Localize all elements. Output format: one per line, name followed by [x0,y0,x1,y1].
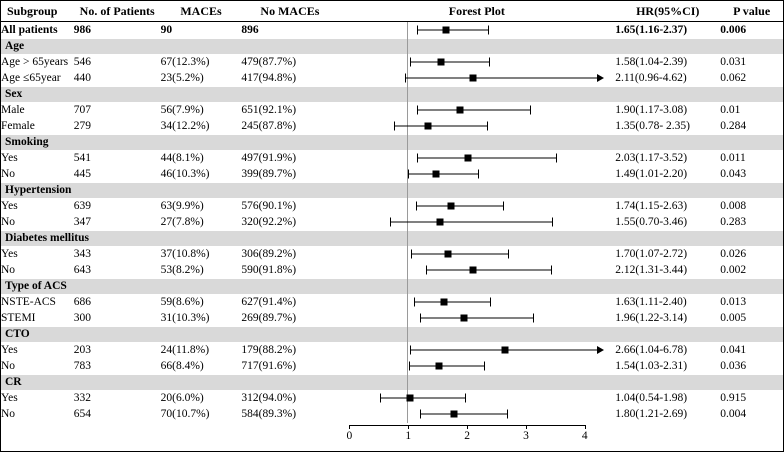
plot-cell [338,327,615,342]
plot-cell [338,135,615,150]
point-estimate-marker [442,27,449,34]
reference-line [407,246,408,263]
reference-line [407,279,408,294]
cell-hr: 1.49(1.01-2.20) [615,168,688,181]
cell-p-value: 0.915 [720,391,747,404]
cell-maces: 44(8.1%) [160,151,204,164]
cell-maces: 67(12.3%) [160,55,210,68]
ci-left-cap [408,170,409,179]
point-estimate-marker [451,411,458,418]
cell-subgroup: STEMI [1,312,36,325]
empty-cell [615,183,720,198]
cell-maces: 56(7.9%) [160,103,204,116]
cell-maces: 53(8.2%) [160,264,204,277]
ci-left-cap [426,266,427,275]
plot-cell [338,39,615,54]
ci-left-cap [420,410,421,419]
cell-subgroup: Yes [1,247,18,260]
plot-cell [338,102,615,119]
cell-p-value: 0.041 [720,343,747,356]
ci-left-cap [417,153,418,162]
cell-hr: 1.74(1.15-2.63) [615,199,688,212]
plot-cell [338,406,615,423]
cell-no-maces: 479(87.7%) [241,55,297,68]
cell-patients: 300 [73,312,91,325]
reference-line [407,310,408,327]
cell-no-maces: 179(88.2%) [241,343,297,356]
ci-right-cap [530,105,531,114]
point-estimate-marker [424,123,431,130]
plot-cell [338,150,615,167]
table-row [1,390,783,407]
reference-line [407,406,408,423]
axis-tick-label: 1 [405,429,412,442]
cell-subgroup: No [1,264,16,277]
point-estimate-marker [501,346,508,353]
point-estimate-marker [470,267,477,274]
ci-left-cap [410,57,411,66]
table-row [1,102,783,119]
cell-no-maces: 497(91.9%) [241,151,297,164]
confidence-interval-line [411,253,508,254]
group-label: Smoking [1,135,338,150]
ci-left-cap [409,362,410,371]
cell-maces: 34(12.2%) [160,120,210,133]
reference-line [407,198,408,215]
cell-subgroup: No [1,216,16,229]
table-header-row [1,1,783,22]
header-p-value: P value [720,1,783,22]
cell-maces: 37(10.8%) [160,247,210,260]
plot-cell [338,262,615,279]
ci-right-cap [503,201,504,210]
reference-line [407,183,408,198]
ci-left-cap [420,314,421,323]
empty-cell [720,279,783,294]
cell-subgroup: Age ≤65year [1,72,61,85]
plot-cell [338,231,615,246]
cell-patients: 686 [73,295,91,308]
table-row [1,406,783,423]
empty-cell [720,231,783,246]
cell-patients: 986 [73,24,91,37]
ci-right-arrow [597,74,604,82]
axis-tick [408,425,409,429]
empty-cell [615,375,720,390]
reference-line [407,87,408,102]
cell-hr: 2.03(1.17-3.52) [615,151,688,164]
reference-line [407,54,408,71]
plot-cell [338,294,615,311]
cell-maces: 31(10.3%) [160,312,210,325]
cell-no-maces: 245(87.8%) [241,120,297,133]
cell-no-maces: 312(94.0%) [241,391,297,404]
cell-subgroup: No [1,360,16,373]
ci-left-cap [405,74,406,83]
cell-subgroup: No [1,408,16,421]
cell-p-value: 0.036 [720,360,747,373]
table-row [1,198,783,215]
confidence-interval-line [417,157,555,158]
cell-hr: 1.70(1.07-2.72) [615,247,688,260]
axis-tick [467,425,468,429]
confidence-interval-line [417,30,488,31]
cell-no-maces: 590(91.8%) [241,264,297,277]
confidence-interval-line [408,174,478,175]
cell-subgroup: Yes [1,199,18,212]
axis-tick-label: 2 [464,429,470,442]
point-estimate-marker [441,298,448,305]
cell-patients: 332 [73,391,91,404]
point-estimate-marker [438,58,445,65]
ci-right-cap [533,314,534,323]
cell-hr: 1.35(0.78- 2.35) [615,120,690,133]
plot-cell [338,214,615,231]
group-header-row [1,231,783,246]
cell-subgroup: Yes [1,343,18,356]
cell-maces: 23(5.2%) [160,72,204,85]
cell-patients: 783 [73,360,91,373]
cell-p-value: 0.004 [720,408,747,421]
axis-tick-label: 3 [523,429,529,442]
ci-right-arrow [597,346,604,354]
confidence-interval-line [414,301,490,302]
axis-tick-label: 4 [581,429,588,442]
header-forest-plot: Forest Plot [338,1,615,22]
cell-no-maces: 576(90.1%) [241,199,297,212]
cell-hr: 2.66(1.04-6.78) [615,343,688,356]
point-estimate-marker [447,202,454,209]
axis-tick [349,425,350,429]
empty-cell [720,327,783,342]
cell-maces: 24(11.8%) [160,343,210,356]
cell-p-value: 0.284 [720,120,747,133]
cell-no-maces: 584(89.3%) [241,408,297,421]
cell-patients: 440 [73,72,91,85]
cell-subgroup: All patients [1,24,58,37]
table-row [1,246,783,263]
confidence-interval-line [420,414,507,415]
ci-right-cap [551,266,552,275]
cell-no-maces: 320(92.2%) [241,216,297,229]
point-estimate-marker [436,219,443,226]
plot-cell [338,198,615,215]
table-row [1,150,783,167]
cell-p-value: 0.062 [720,72,747,85]
empty-cell [615,231,720,246]
empty-cell [615,39,720,54]
cell-p-value: 0.013 [720,295,747,308]
ci-left-cap [390,218,391,227]
confidence-interval-line [390,222,552,223]
cell-patients: 203 [73,343,91,356]
cell-patients: 707 [73,103,91,116]
plot-cell [338,54,615,71]
table-row [1,54,783,71]
cell-no-maces: 269(89.7%) [241,312,297,325]
empty-cell [615,87,720,102]
reference-line [407,231,408,246]
plot-cell [338,310,615,327]
forest-plot-table [1,1,783,423]
ci-right-cap [490,297,491,306]
cell-maces: 27(7.8%) [160,216,204,229]
empty-cell [720,375,783,390]
cell-subgroup: NSTE-ACS [1,295,56,308]
point-estimate-marker [469,75,476,82]
ci-right-cap [478,170,479,179]
reference-line [407,39,408,54]
reference-line [407,342,408,359]
cell-p-value: 0.002 [720,264,747,277]
confidence-interval-line [417,109,529,110]
table-row [1,310,783,327]
empty-cell [720,39,783,54]
point-estimate-marker [460,315,467,322]
empty-cell [720,87,783,102]
empty-cell [720,135,783,150]
header-no-maces: No MACEs [241,1,338,22]
cell-hr: 1.04(0.54-1.98) [615,391,688,404]
ci-right-cap [489,57,490,66]
cell-no-maces: 717(91.6%) [241,360,297,373]
cell-patients: 546 [73,55,91,68]
plot-cell [338,390,615,407]
plot-cell [338,246,615,263]
cell-patients: 347 [73,216,91,229]
group-header-row [1,279,783,294]
group-header-row [1,39,783,54]
reference-line [407,150,408,167]
table-row [1,294,783,311]
plot-cell [338,279,615,294]
group-label: Hypertension [1,183,338,198]
point-estimate-marker [464,154,471,161]
point-estimate-marker [457,106,464,113]
cell-patients: 279 [73,120,91,133]
reference-line [407,262,408,279]
confidence-interval-line [426,270,551,271]
cell-no-maces: 399(89.7%) [241,168,297,181]
cell-maces: 70(10.7%) [160,408,210,421]
ci-left-cap [411,249,412,258]
table-row [1,214,783,231]
cell-patients: 445 [73,168,91,181]
ci-right-cap [552,218,553,227]
empty-cell [615,327,720,342]
cell-maces: 90 [160,24,173,37]
cell-maces: 63(9.9%) [160,199,204,212]
ci-right-cap [556,153,557,162]
ci-left-cap [380,393,381,402]
cell-maces: 46(10.3%) [160,168,210,181]
cell-maces: 20(6.0%) [160,391,204,404]
cell-subgroup: Male [1,103,25,116]
header-hr: HR(95%CI) [615,1,720,22]
ci-right-cap [508,249,509,258]
cell-no-maces: 651(92.1%) [241,103,297,116]
ci-right-cap [484,362,485,371]
cell-p-value: 0.011 [720,151,746,164]
cell-subgroup: Female [1,120,35,133]
confidence-interval-line [405,78,598,79]
axis-tick-label: 0 [346,429,353,442]
ci-left-cap [414,297,415,306]
ci-right-cap [507,410,508,419]
cell-patients: 643 [73,264,91,277]
ci-right-cap [465,393,466,402]
table-row [1,342,783,359]
group-header-row [1,87,783,102]
cell-subgroup: Yes [1,391,18,404]
cell-subgroup: Age > 65years [1,55,69,68]
table-body [1,22,783,423]
cell-hr: 1.90(1.17-3.08) [615,103,688,116]
group-label: Type of ACS [1,279,338,294]
plot-cell [338,166,615,183]
plot-cell [338,22,615,39]
ci-right-cap [488,26,489,35]
cell-p-value: 0.043 [720,168,747,181]
cell-subgroup: No [1,168,16,181]
empty-cell [720,183,783,198]
cell-hr: 2.11(0.96-4.62) [615,72,687,85]
reference-line [407,294,408,311]
cell-maces: 66(8.4%) [160,360,204,373]
cell-patients: 343 [73,247,91,260]
group-header-row [1,183,783,198]
cell-maces: 59(8.6%) [160,295,204,308]
reference-line [407,375,408,390]
empty-cell [615,135,720,150]
cell-hr: 1.96(1.22-3.14) [615,312,688,325]
cell-p-value: 0.01 [720,103,741,116]
point-estimate-marker [433,171,440,178]
group-label: Sex [1,87,338,102]
reference-line [407,135,408,150]
ci-left-cap [416,201,417,210]
confidence-interval-line [394,126,486,127]
group-header-row [1,375,783,390]
confidence-interval-line [380,397,465,398]
cell-p-value: 0.283 [720,216,747,229]
reference-line [407,327,408,342]
confidence-interval-line [410,61,489,62]
cell-hr: 1.55(0.70-3.46) [615,216,688,229]
ci-left-cap [417,26,418,35]
group-header-row [1,135,783,150]
plot-cell [338,183,615,198]
point-estimate-marker [445,250,452,257]
point-estimate-marker [406,394,413,401]
cell-patients: 541 [73,151,91,164]
cell-hr: 1.65(1.16-2.37) [615,24,688,37]
table-row [1,70,783,87]
cell-hr: 1.54(1.03-2.31) [615,360,688,373]
plot-cell [338,342,615,359]
cell-patients: 639 [73,199,91,212]
cell-p-value: 0.006 [720,24,747,37]
ci-left-cap [394,122,395,131]
cell-hr: 1.58(1.04-2.39) [615,55,688,68]
axis-tick [526,425,527,429]
reference-line [407,102,408,119]
group-header-row [1,327,783,342]
header-patients: No. of Patients [74,1,161,22]
x-axis [339,425,613,453]
table-row [1,262,783,279]
confidence-interval-line [420,318,533,319]
group-label: Diabetes mellitus [1,231,338,246]
plot-cell [338,375,615,390]
cell-hr: 1.63(1.11-2.40) [615,295,687,308]
empty-cell [615,279,720,294]
cell-hr: 2.12(1.31-3.44) [615,264,688,277]
plot-cell [338,358,615,375]
confidence-interval-line [409,366,484,367]
point-estimate-marker [436,363,443,370]
table-row [1,118,783,135]
reference-line [407,22,408,39]
group-label: Age [1,39,338,54]
ci-right-cap [487,122,488,131]
cell-p-value: 0.008 [720,199,747,212]
cell-patients: 654 [73,408,91,421]
ci-left-cap [410,345,411,354]
cell-subgroup: Yes [1,151,18,164]
cell-hr: 1.80(1.21-2.69) [615,408,688,421]
table-row [1,22,783,39]
ci-left-cap [417,105,418,114]
cell-no-maces: 896 [241,24,259,37]
cell-no-maces: 627(91.4%) [241,295,297,308]
cell-p-value: 0.026 [720,247,747,260]
table-row [1,166,783,183]
header-maces: MACEs [161,1,242,22]
table-row [1,358,783,375]
header-subgroup: Subgroup [1,1,74,22]
cell-no-maces: 306(89.2%) [241,247,297,260]
cell-p-value: 0.005 [720,312,747,325]
cell-p-value: 0.031 [720,55,747,68]
plot-cell [338,118,615,135]
cell-no-maces: 417(94.8%) [241,72,297,85]
confidence-interval-line [416,205,503,206]
plot-cell [338,70,615,87]
group-label: CR [1,375,338,390]
plot-cell [338,87,615,102]
group-label: CTO [1,327,338,342]
axis-tick [585,425,586,429]
